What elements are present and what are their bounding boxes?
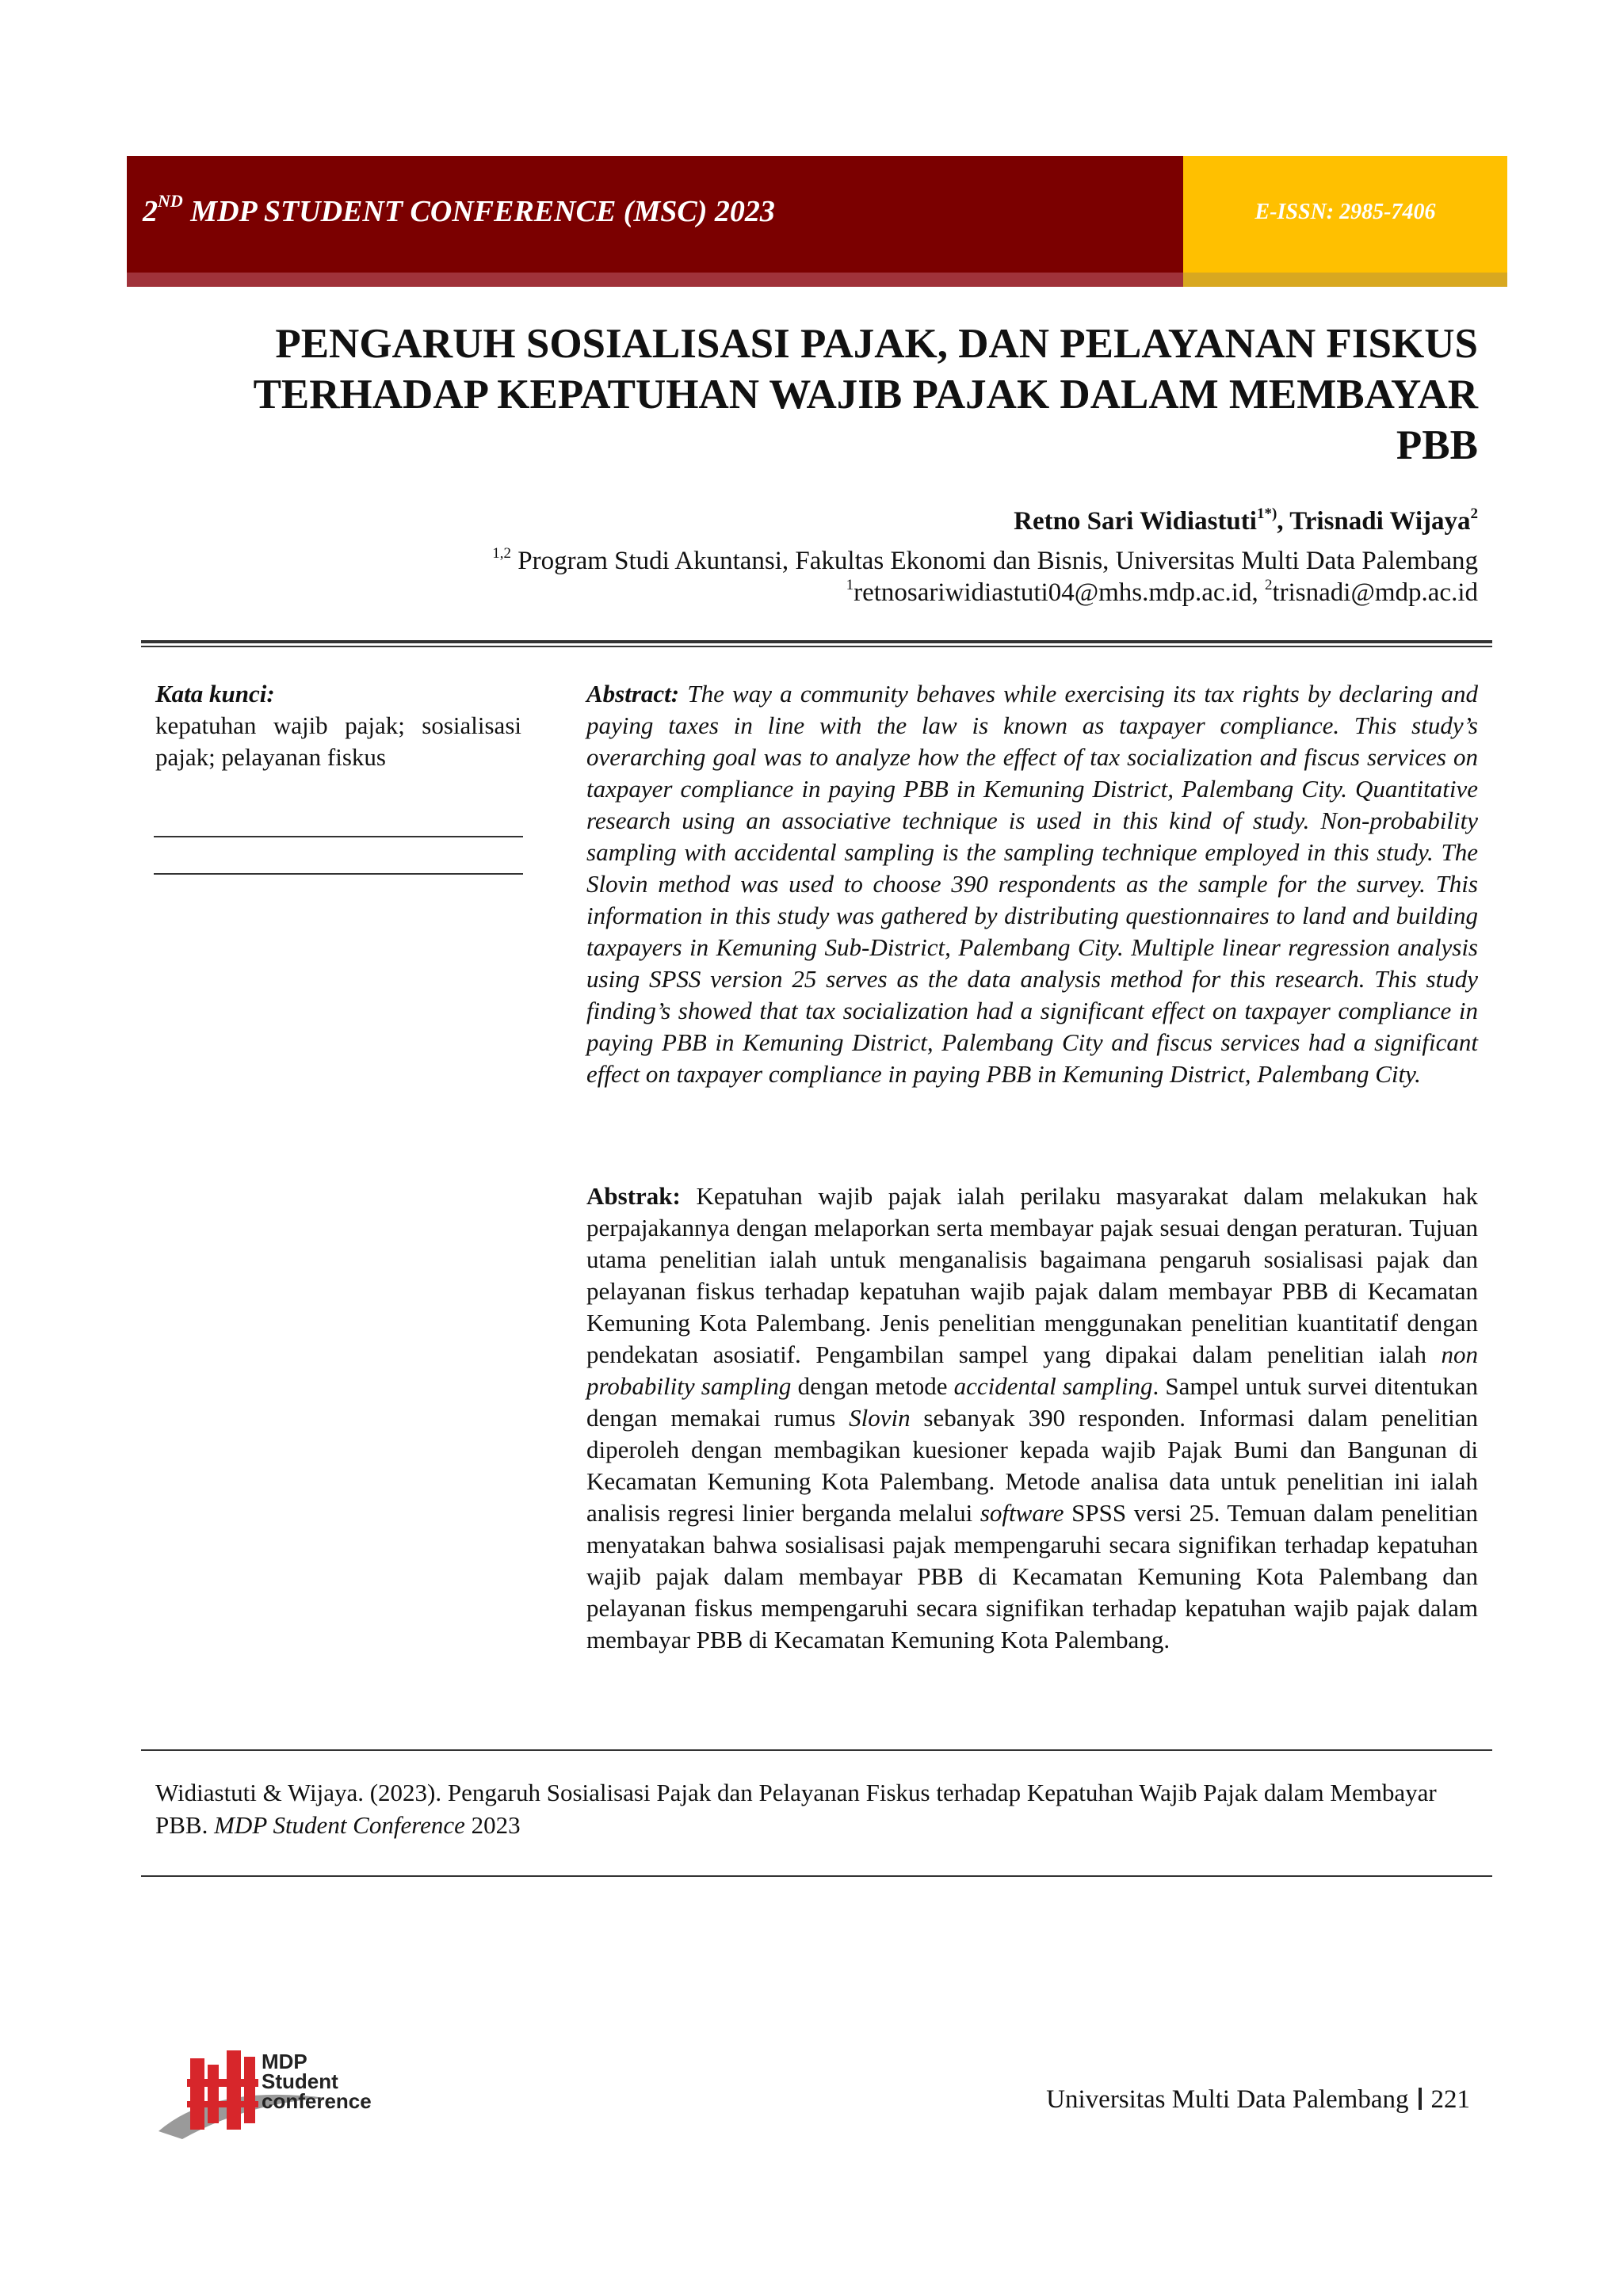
citation-text: Widiastuti & Wijaya. (2023). Pengaruh Sosialisasi Pajak dan Pelayanan Fiskus terhadap Kepatuhan Wajib Pajak dalam Membayar PBB. bbox=[155, 1779, 1437, 1839]
author-2-sup: 2 bbox=[1470, 505, 1478, 522]
affiliation-sup: 1,2 bbox=[492, 545, 511, 562]
abstrak-text-3: . Sampel untuk survei ditentukan dengan memakai rumus bbox=[586, 1372, 1478, 1432]
abstract-indonesian bbox=[586, 1180, 1478, 1656]
footer-university: Universitas Multi Data Palembang bbox=[1046, 2085, 1409, 2114]
header-rule-thin bbox=[141, 646, 1492, 647]
conference-ordinal: 2 bbox=[143, 195, 158, 228]
page-footer bbox=[872, 2085, 1470, 2115]
email-2-sup: 2 bbox=[1264, 577, 1273, 593]
footer-divider bbox=[1419, 2088, 1422, 2110]
abstrak-italic-1: non probability sampling bbox=[586, 1341, 1478, 1400]
conference-name: MDP STUDENT CONFERENCE (MSC) 2023 bbox=[182, 195, 775, 228]
logo-line-1: MDP bbox=[262, 2050, 307, 2073]
abstrak-italic-3: Slovin bbox=[849, 1404, 911, 1432]
logo-line-3: conference bbox=[262, 2089, 372, 2113]
abstrak-text-5: SPSS versi 25. Temuan dalam penelitian menyatakan bahwa sosialisasi pajak mempengaruhi secara signifikan terhadap kepatuhan wajib pajak dalam membayar PBB di Kecamatan Kemuning Kota Palembang dan pelayanan fiskus mempengaruhi secara signifikan terhadap kepatuhan wajib pajak dalam membayar PBB di Kecamatan Kemuning Kota Palembang. bbox=[586, 1499, 1478, 1653]
conference-banner bbox=[127, 156, 1507, 287]
banner-gold-block bbox=[1183, 156, 1507, 273]
citation-rule-bottom bbox=[141, 1875, 1492, 1877]
citation-rule-top bbox=[141, 1749, 1492, 1751]
email-2: trisnadi@mdp.ac.id bbox=[1272, 578, 1478, 607]
affiliation-text: Program Studi Akuntansi, Fakultas Ekonomi dan Bisnis, Universitas Multi Data Palembang bbox=[510, 547, 1478, 575]
banner-stripe-gold bbox=[1183, 273, 1507, 287]
abstract-english bbox=[586, 678, 1478, 1090]
abstrak-text-1: Kepatuhan wajib pajak ialah perilaku masyarakat dalam melakukan hak perpajakannya dengan melaporkan serta membayar pajak sesuai dengan peraturan. Tujuan utama penelitian ialah untuk menganalisis bagaimana pengaruh sosialisasi pajak dan pelayanan fiskus terhadap kepatuhan wajib pajak dalam membayar PBB di Kecamatan Kemuning Kota Palembang. Jenis penelitian menggunakan penelitian kuantitatif dengan pendekatan asosiatif. Pengambilan sampel yang dipakai dalam penelitian ialah bbox=[586, 1182, 1478, 1368]
keywords-rule-1 bbox=[154, 836, 523, 837]
author-separator: , bbox=[1277, 507, 1290, 536]
page-number: 221 bbox=[1430, 2085, 1470, 2114]
author-2-name: Trisnadi Wijaya bbox=[1289, 507, 1471, 536]
citation-journal: MDP Student Conference bbox=[214, 1811, 465, 1839]
email-1-sup: 1 bbox=[846, 577, 854, 593]
abstrak-text-2: dengan metode bbox=[791, 1372, 954, 1400]
issn-label: E-ISSN: 2985-7406 bbox=[1254, 200, 1436, 224]
title-line-1: PENGARUH SOSIALISASI PAJAK, DAN PELAYANAN FISKUS bbox=[275, 321, 1478, 367]
keywords-heading: Kata kunci: bbox=[155, 680, 275, 707]
conference-title bbox=[143, 191, 775, 229]
abstrak-italic-2: accidental sampling bbox=[953, 1372, 1153, 1400]
logo-wordmark bbox=[262, 2052, 372, 2111]
banner-red-block bbox=[127, 156, 1183, 273]
keywords-rule-2 bbox=[154, 873, 523, 875]
abstrak-italic-4: software bbox=[980, 1499, 1064, 1527]
keywords-box bbox=[155, 678, 521, 773]
conference-ordinal-sup: ND bbox=[158, 191, 183, 211]
abstract-text: The way a community behaves while exercising its tax rights by declaring and paying taxes in line with the law is known as taxpayer compliance. This study’s overarching goal was to analyze how the effect of tax socialization and fiscus services on taxpayer compliance in paying PBB in Kemuning District, Palembang City. Quantitative research using an associative technique is used in this kind of study. Non-probability sampling with accidental sampling is the sampling technique employed in this study. The Slovin method was used to choose 390 respondents as the sample for the survey. This information in this study was gathered by distributing questionnaires to land and building taxpayers in Kemuning Sub-District, Palembang City. Multiple linear regression analysis using SPSS version 25 serves as the data analysis method for this research. This study finding’s showed that tax socialization had a significant effect on taxpayer compliance in paying PBB in Kemuning District, Palembang City and fiscus services had a significant effect on taxpayer compliance in paying PBB in Kemuning District, Palembang City. bbox=[586, 680, 1478, 1088]
abstract-label: Abstract: bbox=[586, 680, 680, 707]
author-1-name: Retno Sari Widiastuti bbox=[1014, 507, 1257, 536]
title-line-2: TERHADAP KEPATUHAN WAJIB PAJAK DALAM MEMBAYAR bbox=[253, 372, 1478, 418]
mdp-student-conference-logo bbox=[158, 2028, 396, 2155]
keywords-text: kepatuhan wajib pajak; sosialisasi pajak; pelayanan fiskus bbox=[155, 711, 521, 771]
title-line-3: PBB bbox=[1396, 422, 1478, 468]
citation-year: 2023 bbox=[464, 1811, 521, 1839]
email-1: retnosariwidiastuti04@mhs.mdp.ac.id, bbox=[854, 578, 1265, 607]
abstrak-text-4: sebanyak 390 responden. Informasi dalam penelitian diperoleh dengan membagikan kuesioner kepada wajib Pajak Bumi dan Bangunan di Kecamatan Kemuning Kota Palembang. Metode analisa data untuk penelitian ini ialah analisis regresi linier berganda melalui bbox=[586, 1404, 1478, 1527]
author-emails bbox=[127, 569, 1478, 609]
citation bbox=[155, 1776, 1487, 1841]
authors bbox=[127, 498, 1478, 538]
author-1-sup: 1*) bbox=[1256, 505, 1277, 522]
header-rule-thick bbox=[141, 640, 1492, 643]
abstrak-label: Abstrak: bbox=[586, 1182, 681, 1210]
paper-title bbox=[127, 318, 1478, 471]
logo-line-2: Student bbox=[262, 2069, 338, 2093]
